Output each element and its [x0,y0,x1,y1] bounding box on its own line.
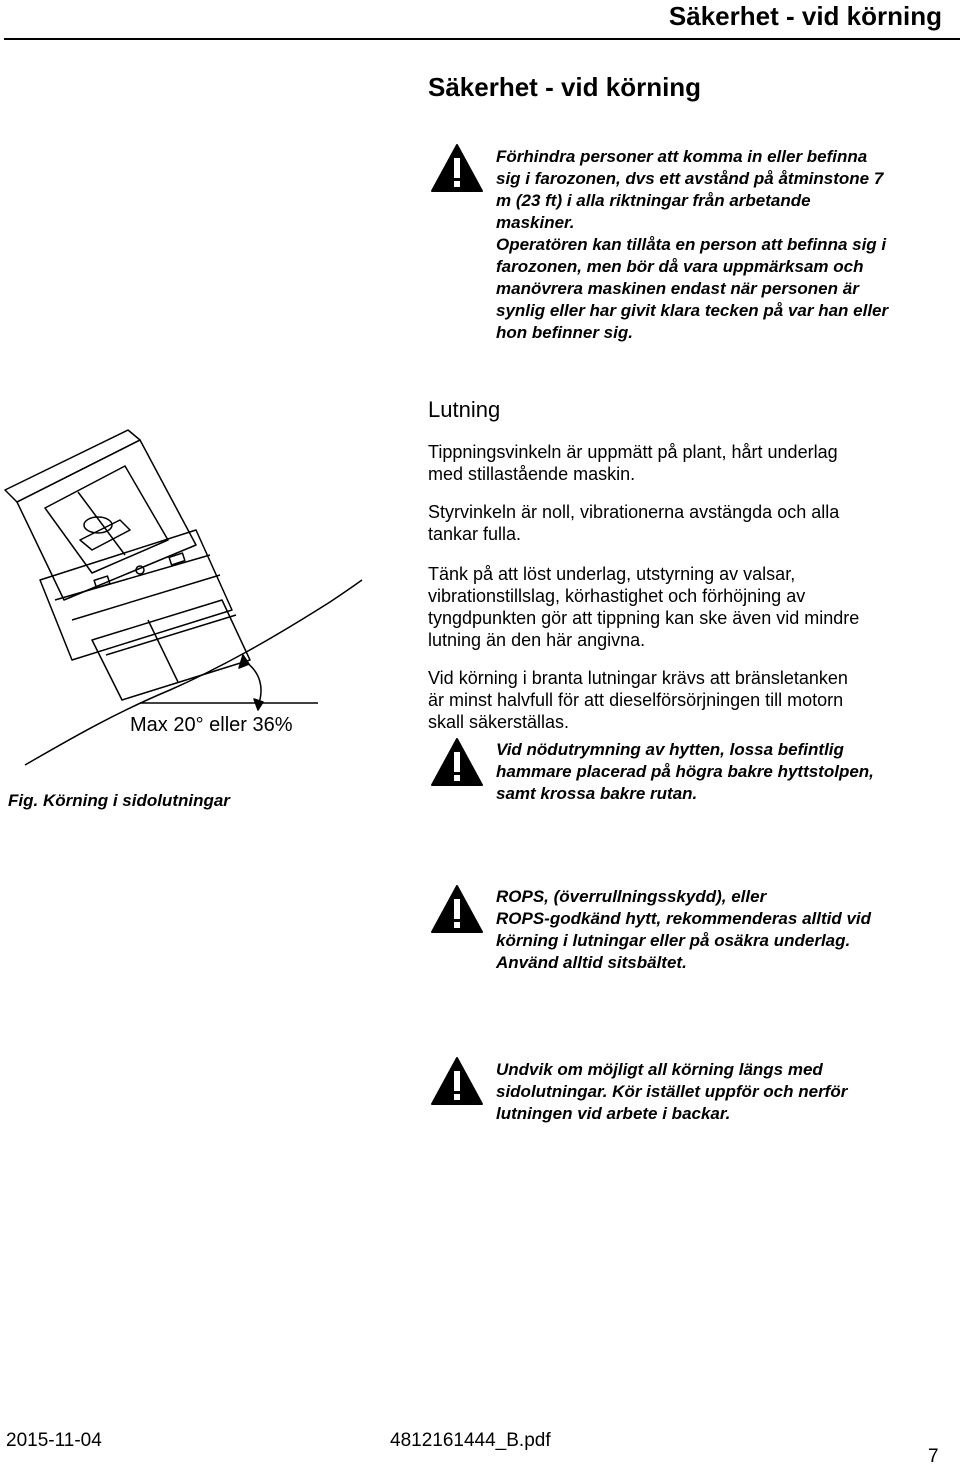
roller-side-slope-illustration [0,420,420,840]
text-line: manövrera maskinen endast när personen är [496,279,859,298]
footer-date: 2015-11-04 [6,1430,102,1451]
footer-document-name: 4812161444_B.pdf [390,1430,551,1451]
text-line: är minst halvfull för att dieselförsörjningen till motorn [428,690,844,710]
text-line: samt krossa bakre rutan. [496,784,698,803]
text-line: ROPS, (överrullningsskydd), eller [496,887,767,906]
text-line: tankar fulla. [428,524,522,544]
warning-text-avoid-side-slopes [496,1059,847,1125]
text-line: Vid körning i branta lutningar krävs att bränsletanken [428,668,848,688]
text-line: sidolutningar. Kör istället uppför och nerför [496,1082,848,1101]
text-line: Tänk på att löst underlag, utstyrning av valsar, [428,564,796,584]
figure-angle-label: Max 20° eller 36% [130,714,293,736]
text-line: m (23 ft) i alla riktningar från arbetande [496,191,811,210]
text-line: körning i lutningar eller på osäkra underlag. [496,931,851,950]
warning-triangle-icon [430,1056,484,1106]
paragraph-loose-ground [428,563,953,651]
text-line: med stillastående maskin. [428,464,636,484]
figure-caption: Fig. Körning i sidolutningar [8,791,230,810]
text-line: Vid nödutrymning av hytten, lossa befintlig [496,740,844,759]
warning-text-emergency-exit [496,739,874,805]
text-line: Tippningsvinkeln är uppmätt på plant, hårt underlag [428,442,838,462]
warning-text-danger-zone [496,146,888,344]
text-line: vibrationstillslag, körhastighet och förhöjning av [428,586,806,606]
text-line: Förhindra personer att komma in eller befinna [496,147,868,166]
text-line: hammare placerad på högra bakre hyttstolpen, [496,762,874,781]
text-line: hon befinner sig. [496,323,633,342]
footer-page-number: 7 [928,1446,939,1467]
text-line: maskiner. [496,213,575,232]
text-line: Operatören kan tillåta en person att befinna sig i [496,235,887,254]
warning-triangle-icon [430,143,484,193]
page-header-title: Säkerhet - vid körning [668,1,942,31]
subheading-lutning: Lutning [428,397,501,422]
text-line: Styrvinkeln är noll, vibrationerna avstängda och alla [428,502,840,522]
paragraph-tipping-angle [428,441,953,485]
text-line: ROPS-godkänd hytt, rekommenderas alltid vid [496,909,872,928]
text-line: skall säkerställas. [428,712,570,732]
text-line: Använd alltid sitsbältet. [496,953,687,972]
paragraph-steering-angle [428,501,953,545]
warning-text-rops [496,886,871,974]
text-line: Undvik om möjligt all körning längs med [496,1060,823,1079]
text-line: lutningen vid arbete i backar. [496,1104,731,1123]
text-line: sig i farozonen, dvs ett avstånd på åtminstone 7 [496,169,884,188]
warning-triangle-icon [430,737,484,787]
text-line: synlig eller har givit klara tecken på var han eller [496,301,889,320]
section-title: Säkerhet - vid körning [428,72,702,102]
text-line: tyngdpunkten gör att tippning kan ske även vid mindre [428,608,860,628]
paragraph-fuel-tank [428,667,953,733]
text-line: lutning än den här angivna. [428,630,646,650]
warning-triangle-icon [430,884,484,934]
header-divider [4,38,960,40]
text-line: farozonen, men bör då vara uppmärksam och [496,257,864,276]
